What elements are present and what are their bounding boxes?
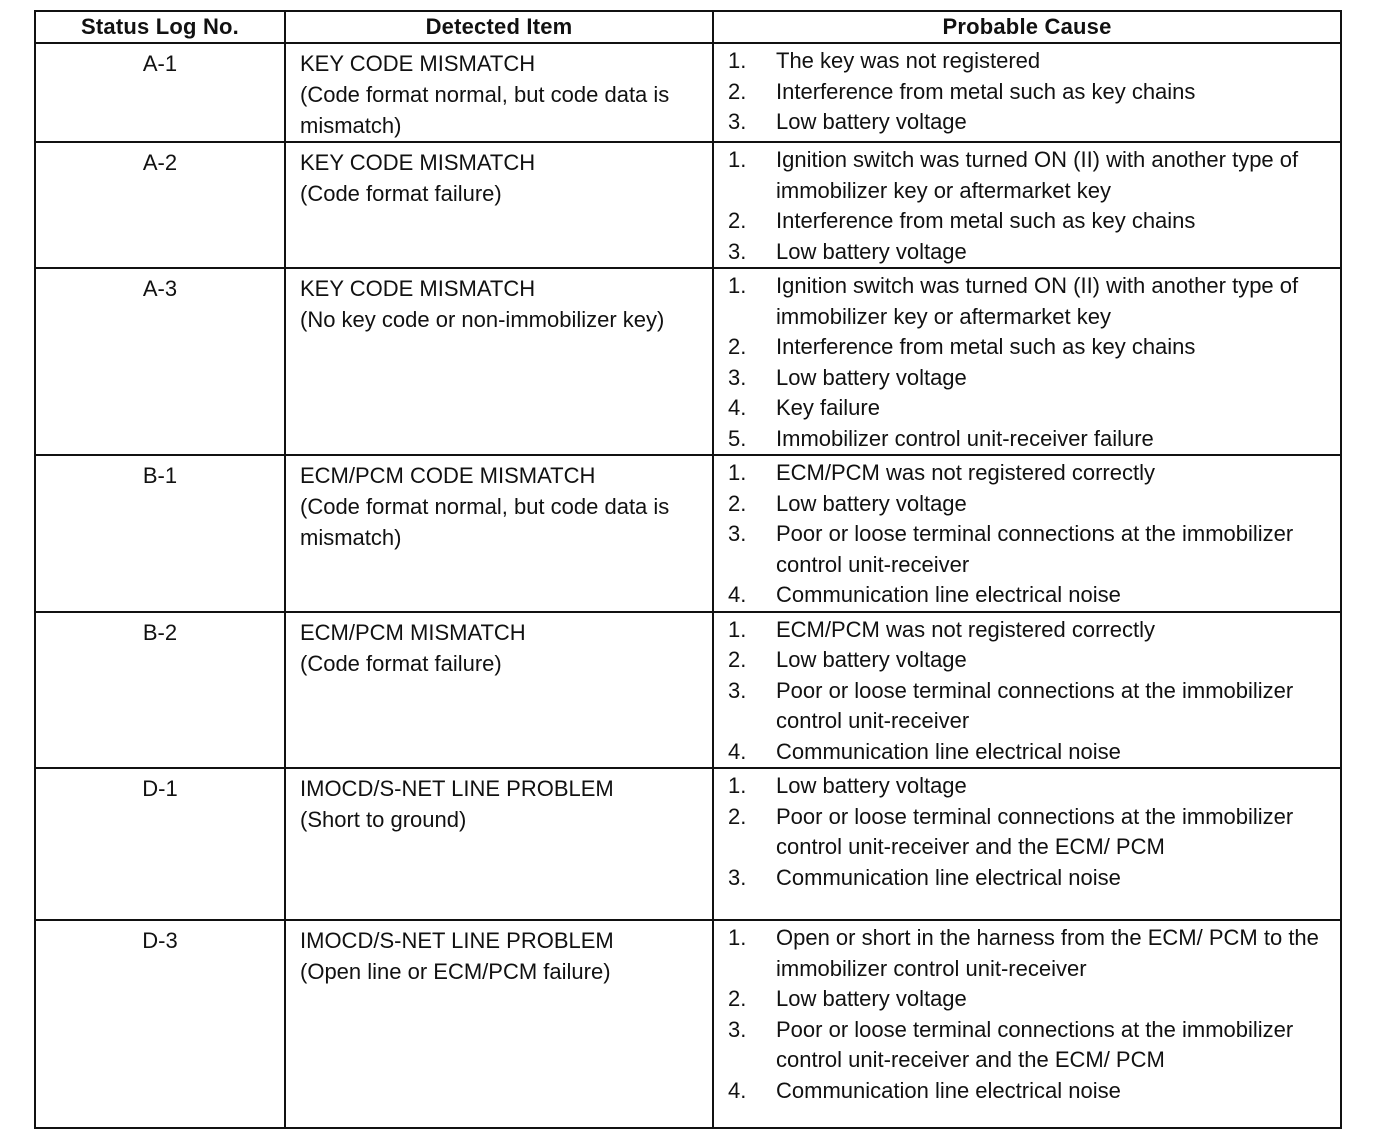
detected-item-title: KEY CODE MISMATCH xyxy=(300,51,536,76)
list-item xyxy=(728,863,1334,894)
cause-text: ECM/PCM was not registered correctly xyxy=(776,460,1155,485)
list-item xyxy=(728,771,1334,802)
cause-text: Low battery voltage xyxy=(776,238,967,264)
cause-number: 5. xyxy=(728,425,747,451)
cause-text: Interference from metal such as key chains xyxy=(776,208,1196,233)
table-header-row xyxy=(35,11,1341,43)
cause-text: The key was not registered xyxy=(776,48,1041,73)
list-item xyxy=(728,77,1334,108)
table-row xyxy=(35,142,1341,268)
cause-number: 3. xyxy=(728,521,747,546)
cause-text: Ignition switch was turned ON (II) with another type of immobilizer key or aftermarket key xyxy=(776,147,1299,203)
cause-number: 2. xyxy=(728,490,747,516)
cause-text: Communication line electrical noise xyxy=(776,1077,1121,1103)
detected-item-cell xyxy=(285,142,713,268)
cause-text: Low battery voltage xyxy=(776,986,967,1011)
detected-item-cell xyxy=(285,612,713,769)
cause-number: 4. xyxy=(728,738,747,764)
detected-item-title: IMOCD/S-NET LINE PROBLEM xyxy=(300,928,614,953)
cause-number: 4. xyxy=(728,582,747,607)
list-item xyxy=(728,676,1334,737)
cause-text: Poor or loose terminal connections at the immobilizer control unit-receiver xyxy=(776,521,1294,577)
cause-text: ECM/PCM was not registered correctly xyxy=(776,616,1155,642)
list-item xyxy=(728,737,1334,768)
cause-number: 3. xyxy=(728,364,747,390)
probable-cause-list xyxy=(728,923,1334,1106)
cause-number: 3. xyxy=(728,677,747,703)
cause-number: 2. xyxy=(728,647,747,672)
status-log-number: D-1 xyxy=(35,768,285,920)
cause-text: Poor or loose terminal connections at the immobilizer control unit-receiver xyxy=(776,677,1294,733)
cause-number: 3. xyxy=(728,1016,747,1042)
cause-text: Low battery voltage xyxy=(776,773,967,798)
status-log-number: A-1 xyxy=(35,43,285,142)
list-item xyxy=(728,393,1334,424)
probable-cause-cell xyxy=(713,920,1341,1128)
status-log-document xyxy=(34,10,1340,1129)
cause-number: 4. xyxy=(728,1077,747,1103)
list-item xyxy=(728,615,1334,646)
cause-number: 1. xyxy=(728,273,747,298)
detected-item-detail: (Code format failure) xyxy=(300,650,502,676)
list-item xyxy=(728,580,1334,611)
detected-item-title: KEY CODE MISMATCH xyxy=(300,150,536,175)
cause-text: Communication line electrical noise xyxy=(776,864,1121,890)
status-log-number: A-3 xyxy=(35,268,285,455)
cause-number: 1. xyxy=(728,147,747,172)
probable-cause-list xyxy=(728,271,1334,454)
header-probable-cause: Probable Cause xyxy=(713,11,1341,43)
status-log-number: D-3 xyxy=(35,920,285,1128)
cause-number: 4. xyxy=(728,395,747,420)
cause-text: Low battery voltage xyxy=(776,364,967,390)
probable-cause-cell xyxy=(713,43,1341,142)
detected-item-cell xyxy=(285,455,713,612)
detected-item-detail: (Code format failure) xyxy=(300,181,502,206)
cause-text: Immobilizer control unit-receiver failure xyxy=(776,425,1154,451)
list-item xyxy=(728,645,1334,676)
cause-text: Low battery voltage xyxy=(776,490,967,516)
cause-text: Poor or loose terminal connections at the immobilizer control unit-receiver and the ECM/ PCM xyxy=(776,803,1294,859)
status-log-table xyxy=(34,10,1342,1129)
probable-cause-list xyxy=(728,46,1334,138)
detected-item-title: ECM/PCM MISMATCH xyxy=(300,619,526,645)
status-log-number: B-2 xyxy=(35,612,285,769)
cause-number: 1. xyxy=(728,616,747,642)
detected-item-title: IMOCD/S-NET LINE PROBLEM xyxy=(300,776,614,801)
detected-item-detail: (Code format normal, but code data is mismatch) xyxy=(300,82,670,138)
list-item xyxy=(728,332,1334,363)
status-log-number: A-2 xyxy=(35,142,285,268)
cause-number: 3. xyxy=(728,864,747,890)
list-item xyxy=(728,271,1334,332)
cause-number: 2. xyxy=(728,986,747,1011)
cause-text: Interference from metal such as key chains xyxy=(776,78,1196,104)
table-row xyxy=(35,455,1341,612)
table-row xyxy=(35,768,1341,920)
probable-cause-cell xyxy=(713,268,1341,455)
cause-number: 3. xyxy=(728,238,747,264)
list-item xyxy=(728,107,1334,138)
detected-item-cell xyxy=(285,43,713,142)
detected-item-title: ECM/PCM CODE MISMATCH xyxy=(300,463,596,488)
list-item xyxy=(728,145,1334,206)
cause-number: 2. xyxy=(728,334,747,359)
detected-item-detail: (Short to ground) xyxy=(300,807,467,832)
detected-item-detail: (Open line or ECM/PCM failure) xyxy=(300,959,611,984)
list-item xyxy=(728,1076,1334,1107)
cause-number: 1. xyxy=(728,773,747,798)
list-item xyxy=(728,458,1334,489)
header-status-log-no: Status Log No. xyxy=(35,11,285,43)
cause-text: Communication line electrical noise xyxy=(776,738,1121,764)
cause-text: Open or short in the harness from the ECM/ PCM to the immobilizer control unit-receiver xyxy=(776,925,1319,981)
probable-cause-list xyxy=(728,771,1334,893)
cause-number: 2. xyxy=(728,803,747,829)
cause-text: Poor or loose terminal connections at the immobilizer control unit-receiver and the ECM/ PCM xyxy=(776,1016,1294,1072)
cause-number: 2. xyxy=(728,78,747,104)
list-item xyxy=(728,984,1334,1015)
cause-number: 3. xyxy=(728,109,747,134)
cause-text: Low battery voltage xyxy=(776,647,967,672)
table-body xyxy=(35,43,1341,1128)
cause-text: Ignition switch was turned ON (II) with another type of immobilizer key or aftermarket key xyxy=(776,273,1299,329)
cause-text: Communication line electrical noise xyxy=(776,582,1121,607)
table-row xyxy=(35,43,1341,142)
list-item xyxy=(728,519,1334,580)
detected-item-cell xyxy=(285,268,713,455)
header-detected-item: Detected Item xyxy=(285,11,713,43)
probable-cause-list xyxy=(728,145,1334,267)
list-item xyxy=(728,1015,1334,1076)
table-row xyxy=(35,612,1341,769)
cause-number: 1. xyxy=(728,460,747,485)
detected-item-title: KEY CODE MISMATCH xyxy=(300,276,536,301)
probable-cause-cell xyxy=(713,455,1341,612)
cause-number: 2. xyxy=(728,208,747,233)
list-item xyxy=(728,237,1334,268)
table-row xyxy=(35,920,1341,1128)
cause-text: Key failure xyxy=(776,395,880,420)
list-item xyxy=(728,802,1334,863)
cause-number: 1. xyxy=(728,48,747,73)
detected-item-cell xyxy=(285,920,713,1128)
list-item xyxy=(728,923,1334,984)
probable-cause-list xyxy=(728,458,1334,611)
probable-cause-cell xyxy=(713,768,1341,920)
list-item xyxy=(728,46,1334,77)
cause-text: Interference from metal such as key chains xyxy=(776,334,1196,359)
probable-cause-cell xyxy=(713,142,1341,268)
probable-cause-list xyxy=(728,615,1334,768)
detected-item-detail: (No key code or non-immobilizer key) xyxy=(300,307,665,332)
list-item xyxy=(728,424,1334,455)
table-row xyxy=(35,268,1341,455)
status-log-number: B-1 xyxy=(35,455,285,612)
list-item xyxy=(728,363,1334,394)
detected-item-cell xyxy=(285,768,713,920)
cause-text: Low battery voltage xyxy=(776,109,967,134)
probable-cause-cell xyxy=(713,612,1341,769)
cause-number: 1. xyxy=(728,925,747,950)
list-item xyxy=(728,206,1334,237)
detected-item-detail: (Code format normal, but code data is mismatch) xyxy=(300,494,670,550)
list-item xyxy=(728,489,1334,520)
